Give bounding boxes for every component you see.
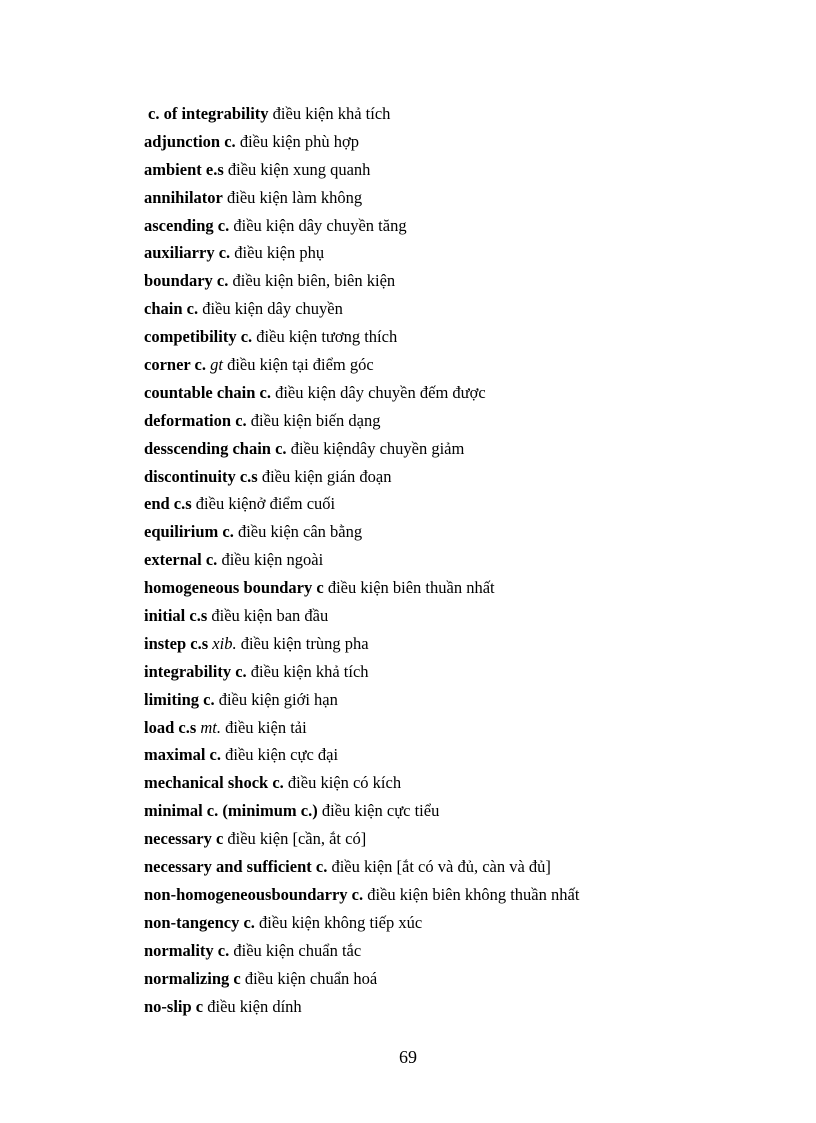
dictionary-entry [144,407,784,435]
entry-term: maximal c. [144,745,221,765]
entry-term: necessary and sufficient c. [144,857,328,877]
dictionary-entry [144,239,784,267]
entry-term: necessary c [144,829,224,849]
entry-term: deformation c. [144,410,247,430]
entry-term: integrability c. [144,661,247,681]
dictionary-entry [144,546,784,574]
entry-term: mechanical shock c. [144,773,284,793]
dictionary-entry [144,574,784,602]
entry-definition: điều kiện chuẩn tắc [233,940,362,960]
entry-definition: điều kiện biến dạng [250,410,381,430]
entry-definition: điều kiện ngoài [221,550,324,570]
dictionary-entry [144,184,784,212]
entry-term: initial c.s [144,606,208,626]
entry-definition: điều kiện dây chuyền [202,299,343,319]
entry-definition: điều kiện [cần, ắt có] [227,829,367,849]
dictionary-entry [144,435,784,463]
entry-definition: điều kiện tại điểm góc [227,355,374,375]
entry-definition: điều kiện chuẩn hoá [244,968,378,988]
dictionary-entry [144,741,784,769]
entry-definition: điều kiện không tiếp xúc [259,912,423,932]
dictionary-entry [144,797,784,825]
entry-term: non-homogeneousboundarry c. [144,884,364,904]
entry-term: annihilator [144,187,223,207]
dictionary-entry [144,825,784,853]
entry-term: non-tangency c. [144,912,255,932]
dictionary-entry [144,769,784,797]
entry-definition: điều kiện xung quanh [227,159,371,179]
entry-definition: điều kiện cực tiểu [321,801,440,821]
entry-definition: điều kiện khả tích [272,104,391,123]
entry-definition: điều kiện biên, biên kiện [232,271,396,291]
entry-term: homogeneous boundary c [144,578,324,598]
entry-term: discontinuity c.s [144,466,258,486]
dictionary-entry [144,128,784,156]
entry-term: ambient e.s [144,159,224,179]
entry-definition: điều kiện ban đầu [211,606,329,626]
dictionary-entry [144,630,784,658]
dictionary-entry [144,686,784,714]
entry-definition: điều kiện cực đại [225,745,339,765]
entry-term: normality c. [144,940,230,960]
entry-definition: điều kiện biên thuần nhất [327,578,495,598]
entry-definition: điều kiện có kích [287,773,402,793]
entry-term: limiting c. [144,689,215,709]
entry-term: instep c.s [144,633,209,653]
entry-definition: điều kiện [ắt có và đủ, càn và đủ] [331,857,551,877]
entry-term: competibility c. [144,327,253,347]
dictionary-entry [144,937,784,965]
entry-term: normalizing c [144,968,241,988]
entry-definition: điều kiện cân bằng [237,522,363,542]
entry-term: c. of integrability [148,104,269,123]
entry-field-tag: xib. [212,633,237,653]
entry-definition: điều kiện dây chuyền đếm được [275,382,486,402]
entry-definition: điều kiệndây chuyền giảm [290,438,465,458]
entry-term: chain c. [144,299,199,319]
entry-definition: điều kiện phụ [234,243,325,263]
dictionary-entry [144,658,784,686]
entry-term: corner c. [144,355,206,375]
page-number: 69 [399,1047,417,1067]
dictionary-entries [144,100,784,1020]
entry-field-tag: gt [210,355,223,375]
entry-term: equilirium c. [144,522,234,542]
dictionary-entry [144,518,784,546]
entry-term: ascending c. [144,215,230,235]
dictionary-entry [144,714,784,742]
entry-definition: điều kiện khả tích [250,661,369,681]
dictionary-entry [144,490,784,518]
dictionary-entry [144,909,784,937]
entry-definition: điều kiện tải [225,717,307,737]
entry-field-tag: mt. [200,717,222,737]
entry-term: external c. [144,550,218,570]
entry-definition: điều kiện trùng pha [240,633,369,653]
entry-definition: điều kiện dính [207,996,302,1016]
entry-definition: điều kiện tương thích [256,327,398,347]
entry-term: boundary c. [144,271,229,291]
entry-term: auxiliarry c. [144,243,231,263]
entry-term: no-slip c [144,996,204,1016]
entry-definition: điều kiện dây chuyền tăng [233,215,407,235]
dictionary-entry [144,602,784,630]
entry-term: load c.s [144,717,197,737]
entry-definition: điều kiệnở điểm cuối [195,494,336,514]
entry-term: minimal c. (minimum c.) [144,801,318,821]
dictionary-entry [144,881,784,909]
dictionary-entry [144,379,784,407]
dictionary-entry [144,853,784,881]
entry-definition: điều kiện biên không thuần nhất [367,884,580,904]
entry-definition: điều kiện phù hợp [239,131,359,151]
dictionary-entry [144,351,784,379]
entry-definition: điều kiện giới hạn [218,689,338,709]
entry-term: desscending chain c. [144,438,287,458]
entry-definition: điều kiện gián đoạn [261,466,392,486]
entry-definition: điều kiện làm không [226,187,363,207]
entry-term: countable chain c. [144,382,271,402]
dictionary-entry [144,295,784,323]
dictionary-entry [144,267,784,295]
entry-term: end c.s [144,494,192,514]
dictionary-entry [144,100,784,128]
dictionary-entry [144,212,784,240]
dictionary-entry [144,965,784,993]
dictionary-entry [144,156,784,184]
dictionary-entry [144,993,784,1021]
dictionary-entry [144,463,784,491]
dictionary-entry [144,323,784,351]
entry-term: adjunction c. [144,131,236,151]
